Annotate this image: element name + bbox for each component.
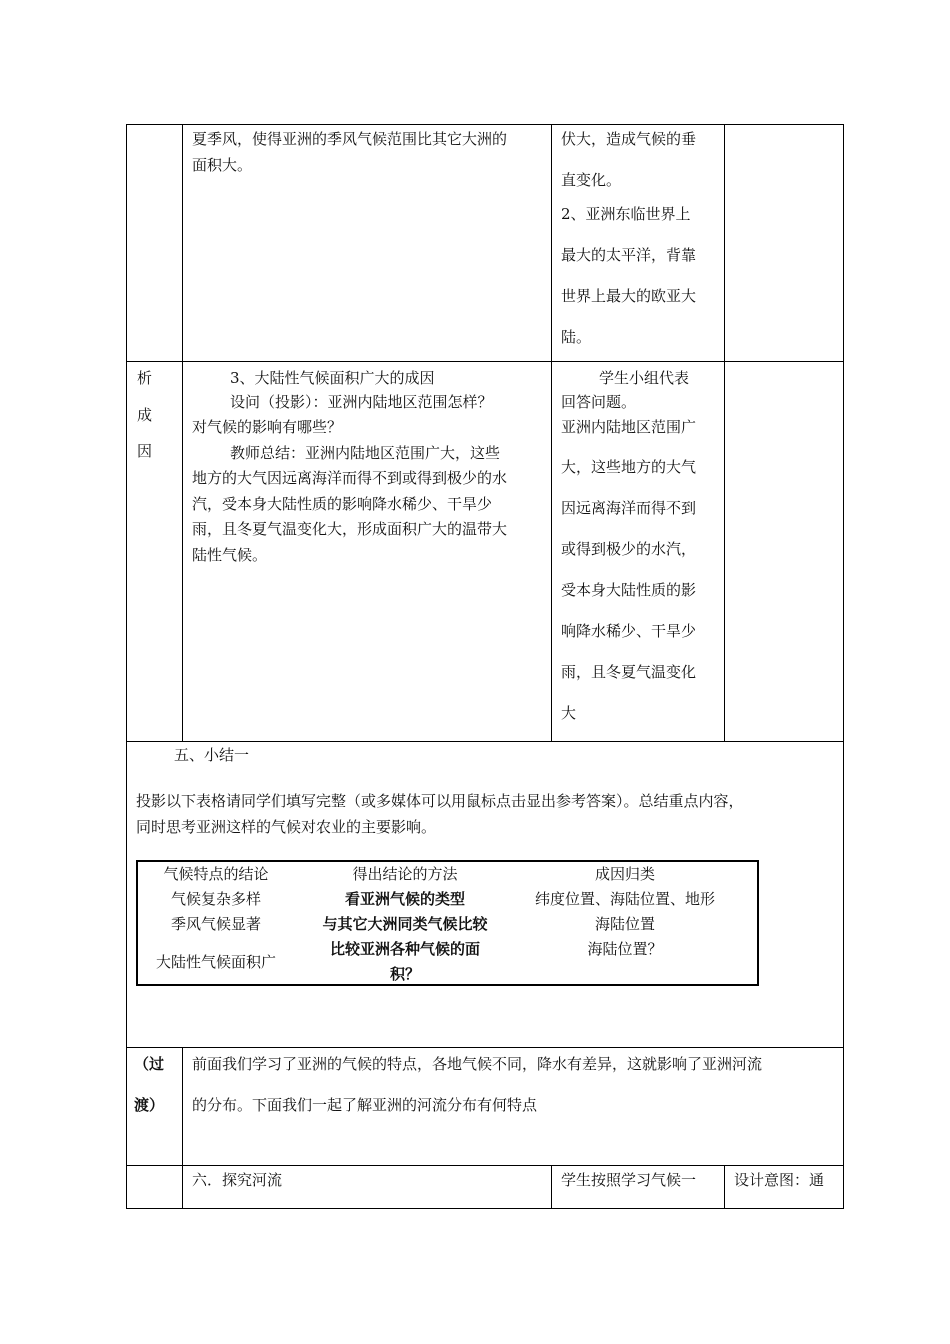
row2-student-line-10: 大 (561, 704, 577, 722)
transition-text-line-1: 前面我们学习了亚洲的气候的特点，各地气候不同，降水有差异，这就影响了亚洲河流 (192, 1055, 763, 1073)
row2-stage-char-2: 成 (137, 406, 153, 424)
row2-stage-char-1: 析 (137, 369, 153, 387)
summary-row2-cause: 海陆位置 (594, 915, 655, 933)
summary-row2-method: 与其它大洲同类气候比较 (322, 915, 488, 933)
row1-content-line-2: 面积大。 (192, 156, 253, 174)
row2-content-line-1: 3、大陆性气候面积广大的成因 (230, 369, 435, 387)
row1-student-line-4: 最大的太平洋，背靠 (561, 246, 697, 264)
row2-student-line-3: 亚洲内陆地区范围广 (561, 418, 697, 436)
summary-header-conclusion: 气候特点的结论 (163, 865, 269, 883)
row2-content-line-3: 对气候的影响有哪些？ (192, 418, 343, 436)
column-divider-2 (551, 124, 552, 741)
summary-paragraph-line-1: 投影以下表格请同学们填写完整（或多媒体可以用鼠标点击显出参考答案）。总结重点内容， (136, 792, 744, 810)
row2-student-line-9: 雨，且冬夏气温变化 (561, 663, 697, 681)
table-border-right (843, 124, 844, 1208)
column-divider-3b (724, 1165, 725, 1208)
table-border-row4 (126, 1165, 844, 1166)
summary-paragraph-line-2: 同时思考亚洲这样的气候对农业的主要影响。 (136, 818, 437, 836)
table-border-left (126, 124, 127, 1208)
transition-text-line-2: 的分布。下面我们一起了解亚洲的河流分布有何特点 (192, 1096, 538, 1114)
summary-heading: 五、小结一 (174, 746, 250, 764)
row2-student-line-2: 回答问题。 (561, 393, 637, 411)
table-border-top (126, 124, 844, 125)
column-divider-3 (724, 124, 725, 741)
column-divider-2b (551, 1165, 552, 1208)
summary-header-method: 得出结论的方法 (352, 865, 458, 883)
last-row-student: 学生按照学习气候一 (561, 1171, 697, 1189)
summary-row3-method-line-2: 积？ (389, 965, 420, 983)
row2-stage-char-3: 因 (137, 442, 153, 460)
row2-student-line-4: 大，这些地方的大气 (561, 458, 697, 476)
summary-header-cause: 成因归类 (594, 865, 655, 883)
summary-row1-cause: 纬度位置、海陆位置、地形 (534, 890, 715, 908)
summary-row1-method: 看亚洲气候的类型 (344, 890, 465, 908)
last-row-design: 设计意图：通 (734, 1171, 825, 1189)
summary-row3-cause: 海陆位置？ (587, 940, 663, 958)
row1-student-line-1: 伏大，造成气候的垂 (561, 130, 697, 148)
column-divider-1b (182, 1047, 183, 1208)
summary-row1-conclusion: 气候复杂多样 (170, 890, 261, 908)
row2-content-line-7: 雨，且冬夏气温变化大，形成面积广大的温带大 (192, 520, 508, 538)
row1-student-line-5: 世界上最大的欧亚大 (561, 287, 697, 305)
column-divider-1 (182, 124, 183, 741)
last-row-content: 六．探究河流 (192, 1171, 283, 1189)
row2-student-line-8: 响降水稀少、干旱少 (561, 622, 697, 640)
row1-student-line-6: 陆。 (561, 328, 592, 346)
row2-student-line-1: 学生小组代表 (599, 369, 690, 387)
row1-content-line-1: 夏季风，使得亚洲的季风气候范围比其它大洲的 (192, 130, 508, 148)
row2-content-line-4: 教师总结：亚洲内陆地区范围广大，这些 (230, 444, 501, 462)
table-border-bottom (126, 1208, 844, 1209)
summary-row3-method-line-1: 比较亚洲各种气候的面 (329, 940, 480, 958)
transition-label-line-2: 渡） (134, 1096, 165, 1114)
row2-student-line-6: 或得到极少的水汽， (561, 540, 697, 558)
table-border-row1 (126, 361, 844, 362)
row1-student-line-3: 2、亚洲东临世界上 (561, 205, 691, 223)
row1-student-line-2: 直变化。 (561, 171, 622, 189)
row2-student-line-7: 受本身大陆性质的影 (561, 581, 697, 599)
summary-row3-conclusion: 大陆性气候面积广 (155, 953, 276, 971)
summary-row2-conclusion: 季风气候显著 (170, 915, 261, 933)
row2-content-line-2: 设问（投影）：亚洲内陆地区范围怎样？ (230, 393, 493, 411)
row2-content-line-6: 汽，受本身大陆性质的影响降水稀少、干旱少 (192, 495, 493, 513)
row2-content-line-8: 陆性气候。 (192, 546, 268, 564)
row2-content-line-5: 地方的大气因远离海洋而得不到或得到极少的水 (192, 469, 508, 487)
row2-student-line-5: 因远离海洋而得不到 (561, 499, 697, 517)
transition-label-line-1: （过 (134, 1055, 165, 1073)
